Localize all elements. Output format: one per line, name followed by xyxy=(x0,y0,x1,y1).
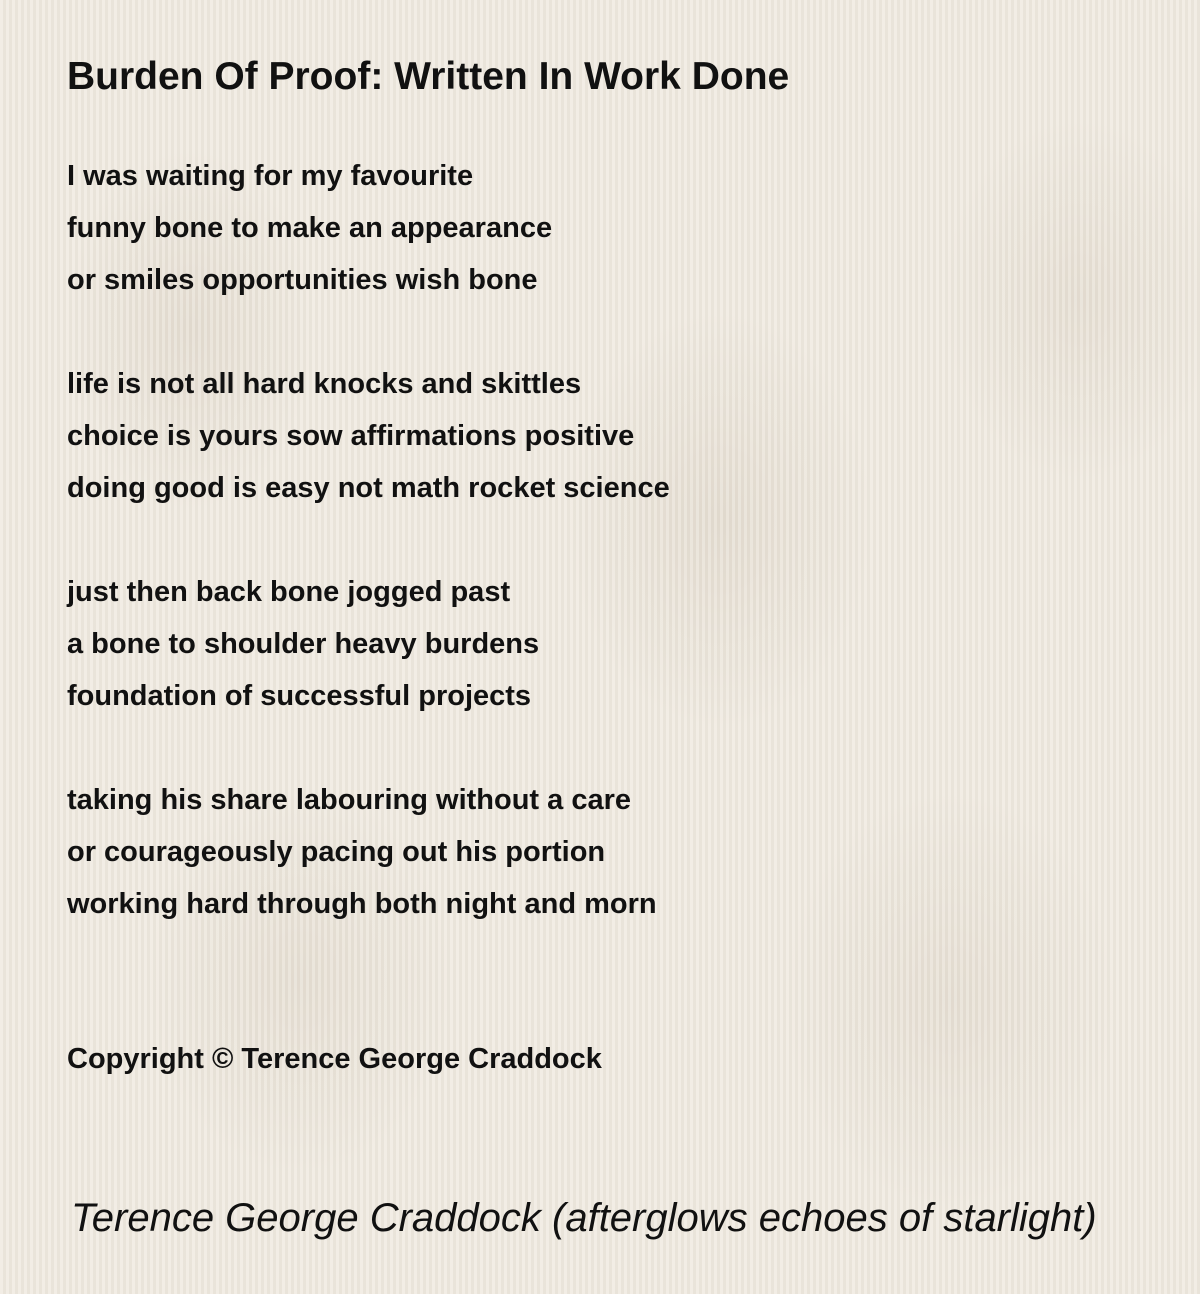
poem-line: just then back bone jogged past xyxy=(67,576,511,608)
poem-line: funny bone to make an appearance xyxy=(67,212,553,244)
poem-line: life is not all hard knocks and skittles xyxy=(67,368,582,400)
stanza-1 xyxy=(67,150,670,306)
poem-line: foundation of successful projects xyxy=(67,680,532,712)
stanza-3 xyxy=(67,566,670,722)
stanza-2 xyxy=(67,358,670,514)
poem-line: taking his share labouring without a care xyxy=(67,784,631,816)
copyright-notice: Copyright © Terence George Craddock xyxy=(67,1043,602,1075)
poem-line: I was waiting for my favourite xyxy=(67,160,474,192)
stanza-4 xyxy=(67,774,670,930)
poem-line: or courageously pacing out his portion xyxy=(67,836,606,868)
poem-line: choice is yours sow affirmations positive xyxy=(67,420,635,452)
poem-body xyxy=(67,150,670,982)
author-credit: Terence George Craddock (afterglows echoes of starlight) xyxy=(71,1196,1097,1240)
poem-line: or smiles opportunities wish bone xyxy=(67,264,538,296)
poem-line: working hard through both night and morn xyxy=(67,888,657,920)
poem-line: doing good is easy not math rocket science xyxy=(67,472,670,504)
poem-title: Burden Of Proof: Written In Work Done xyxy=(67,55,790,98)
poem-line: a bone to shoulder heavy burdens xyxy=(67,628,540,660)
